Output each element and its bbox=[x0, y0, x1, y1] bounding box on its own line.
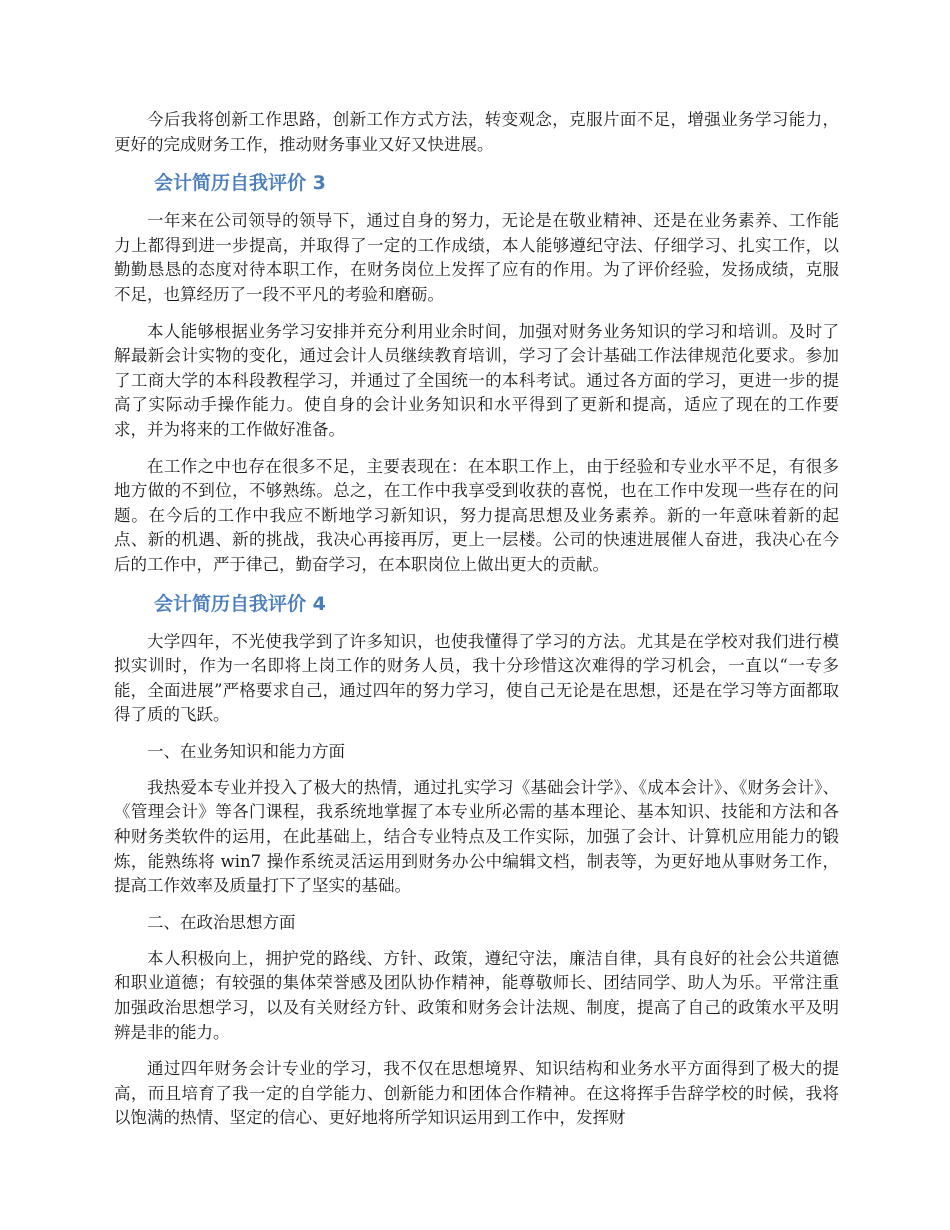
document-page bbox=[114, 108, 839, 1143]
section-4-paragraph-4: 通过四年财务会计专业的学习，我不仅在思想境界、知识结构和业务水平方面得到了极大的提高，而且培育了我一定的自学能力、创新能力和团体合作精神。在这将挥手告辞学校的时候，我将以饱满的热情、坚定的信心、更好地将所学知识运用到工作中，发挥财 bbox=[114, 1059, 839, 1128]
section-4-subheading-1: 一、在业务知识和能力方面 bbox=[147, 741, 345, 761]
section-3-paragraph-3: 在工作之中也存在很多不足，主要表现在：在本职工作上，由于经验和专业水平不足，有很多地方做的不到位，不够熟练。总之，在工作中我享受到收获的喜悦，也在工作中发现一些存在的问题。在今后的工作中我应不断地学习新知识，努力提高思想及业务素养。新的一年意味着新的起点、新的机遇、新的挑战，我决心再接再厉，更上一层楼。公司的快速进展催人奋进，我决心在今后的工作中，严于律己，勤奋学习，在本职岗位上做出更大的贡献。 bbox=[114, 456, 839, 574]
section-4-paragraph-2: 我热爱本专业并投入了极大的热情，通过扎实学习《基础会计学》、《成本会计》、《财务会计》、《管理会计》等各门课程，我系统地掌握了本专业所必需的基本理论、基本知识、技能和方法和各种财务类软件的运用，在此基础上，结合专业特点及工作实际，加强了会计、计算机应用能力的锻炼，能熟练将 win7 操作系统灵活运用到财务办公中编辑文档，制表等，为更好地从事财务工作，提高工作效率及质量打下了坚实的基础。 bbox=[114, 777, 839, 896]
section-3-paragraph-2: 本人能够根据业务学习安排并充分利用业余时间，加强对财务业务知识的学习和培训。及时了解最新会计实物的变化，通过会计人员继续教育培训，学习了会计基础工作法律规范化要求。参加了工商大学的本科段教程学习，并通过了全国统一的本科考试。通过各方面的学习，更进一步的提高了实际动手操作能力。使自身的会计业务知识和水平得到了更新和提高，适应了现在的工作要求，并为将来的工作做好准备。 bbox=[114, 321, 839, 439]
section-3-heading: 会计简历自我评价 3 bbox=[154, 172, 326, 195]
section-4-paragraph-1: 大学四年，不光使我学到了许多知识，也使我懂得了学习的方法。尤其是在学校对我们进行模拟实训时，作为一名即将上岗工作的财务人员，我十分珍惜这次难得的学习机会，一直以“一专多能，全面进展”严格要求自己，通过四年的努力学习，使自己无论是在思想，还是在学习等方面都取得了质的飞跃。 bbox=[114, 631, 839, 725]
section-4-subheading-2: 二、在政治思想方面 bbox=[147, 912, 296, 932]
section-3-paragraph-1: 一年来在公司领导的领导下，通过自身的努力，无论是在敬业精神、还是在业务素养、工作能力上都得到进一步提高，并取得了一定的工作成绩，本人能够遵纪守法、仔细学习、扎实工作，以勤勤恳恳的态度对待本职工作，在财务岗位上发挥了应有的作用。为了评价经验，发扬成绩，克服不足，也算经历了一段不平凡的考验和磨砺。 bbox=[114, 211, 839, 304]
section-4-paragraph-3: 本人积极向上，拥护党的路线、方针、政策，遵纪守法，廉洁自律，具有良好的社会公共道德和职业道德；有较强的集体荣誉感及团队协作精神，能尊敬师长、团结同学、助人为乐。平常注重加强政治思想学习，以及有关财经方针、政策和财务会计法规、制度，提高了自己的政策水平及明辨是非的能力。 bbox=[114, 948, 839, 1042]
section-4-heading: 会计简历自我评价 4 bbox=[154, 592, 326, 615]
intro-paragraph: 今后我将创新工作思路，创新工作方式方法，转变观念，克服片面不足，增强业务学习能力，更好的完成财务工作，推动财务事业又好又快进展。 bbox=[114, 110, 839, 154]
